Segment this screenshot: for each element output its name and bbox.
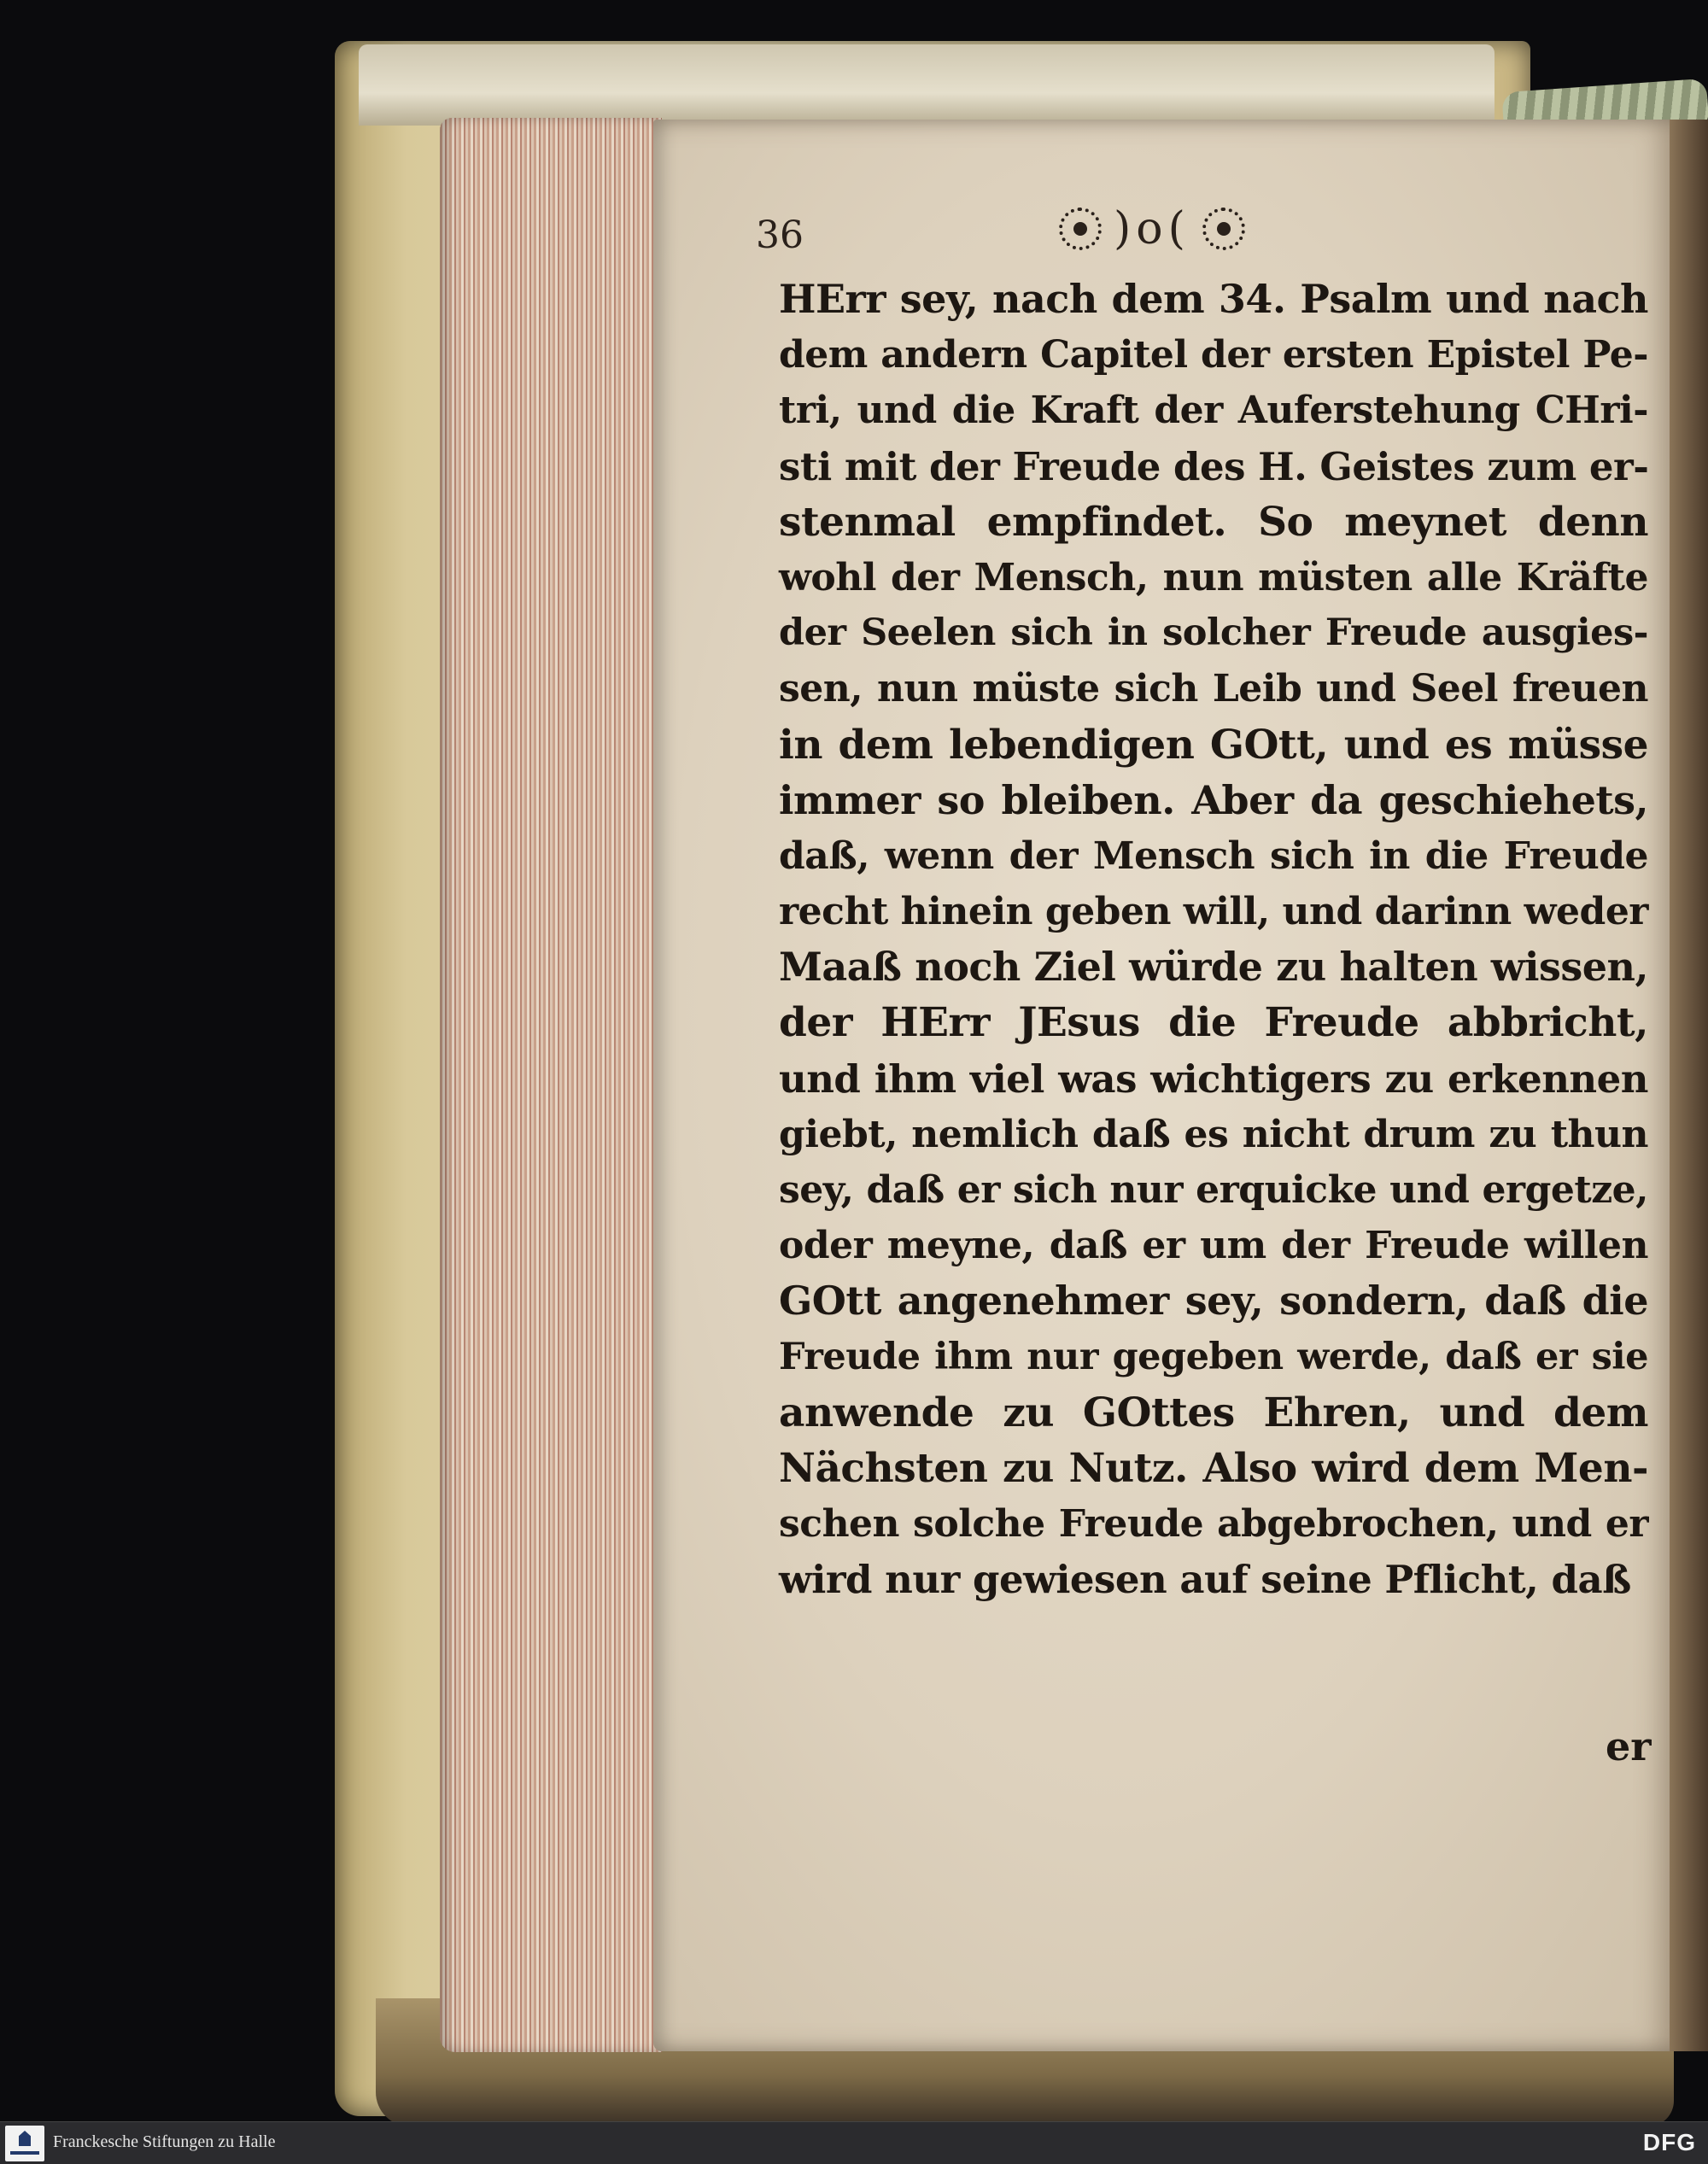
sun-ornament-icon	[1202, 208, 1245, 250]
text-line: dem andern Capitel der ersten Epistel Pe-	[779, 333, 1648, 377]
text-line: oder meyne, daß er um der Freude willen	[779, 1224, 1648, 1268]
text-line: und ihm viel was wichtigers zu erkennen	[779, 1056, 1648, 1102]
page-gutter	[1670, 120, 1708, 2051]
text-line: sey, daß er sich nur erquicke und ergetze,	[779, 1168, 1648, 1212]
text-line: der HErr JEsus die Freude abbricht,	[779, 999, 1648, 1047]
text-line: Nächsten zu Nutz. Also wird dem Men-	[779, 1444, 1648, 1492]
page-text-block	[779, 272, 1648, 1608]
institution-logo-icon[interactable]	[5, 2126, 44, 2161]
text-line: daß, wenn der Mensch sich in die Freude	[779, 833, 1648, 878]
text-line: Freude ihm nur gegeben werde, daß er sie	[779, 1335, 1648, 1378]
text-line: anwende zu GOttes Ehren, und dem	[779, 1389, 1648, 1436]
text-line: HErr sey, nach dem 34. Psalm und nach	[779, 276, 1648, 322]
institution-name[interactable]: Franckesche Stiftungen zu Halle	[53, 2132, 276, 2151]
text-line: wird nur gewiesen auf seine Pflicht, daß	[779, 1557, 1631, 1603]
viewer-footer	[0, 2121, 1708, 2164]
sun-ornament-icon	[1059, 208, 1102, 250]
page-number: 36	[756, 213, 804, 257]
catchword: er	[1606, 1723, 1652, 1769]
page-block-edges	[440, 118, 662, 2052]
text-line: in dem lebendigen GOtt, und es müsse	[779, 721, 1648, 769]
text-line: recht hinein geben will, und darinn weder	[779, 890, 1648, 934]
dfg-logo[interactable]: DFG	[1642, 2129, 1696, 2155]
text-line: schen solche Freude abgebrochen, und er	[779, 1502, 1648, 1547]
cover-top-edge	[359, 44, 1494, 126]
text-line: wohl der Mensch, nun müsten alle Kräfte	[779, 555, 1648, 599]
text-line: immer so bleiben. Aber da geschiehets,	[779, 776, 1648, 823]
page-header-ornament	[1059, 203, 1245, 254]
text-line: tri, und die Kraft der Auferstehung CHri-	[779, 389, 1648, 433]
text-line: sen, nun müste sich Leib und Seel freuen	[779, 667, 1648, 711]
text-line: der Seelen sich in solcher Freude ausgies-	[779, 611, 1648, 655]
header-mark: )o(	[1114, 203, 1190, 254]
text-line: Maaß noch Ziel würde zu halten wissen,	[779, 944, 1648, 991]
text-line: sti mit der Freude des H. Geistes zum er-	[779, 443, 1649, 489]
text-line: GOtt angenehmer sey, sondern, daß die	[779, 1278, 1648, 1325]
text-line: stenmal empfindet. So meynet denn	[779, 498, 1648, 546]
text-line: giebt, nemlich daß es nicht drum zu thun	[779, 1112, 1648, 1156]
